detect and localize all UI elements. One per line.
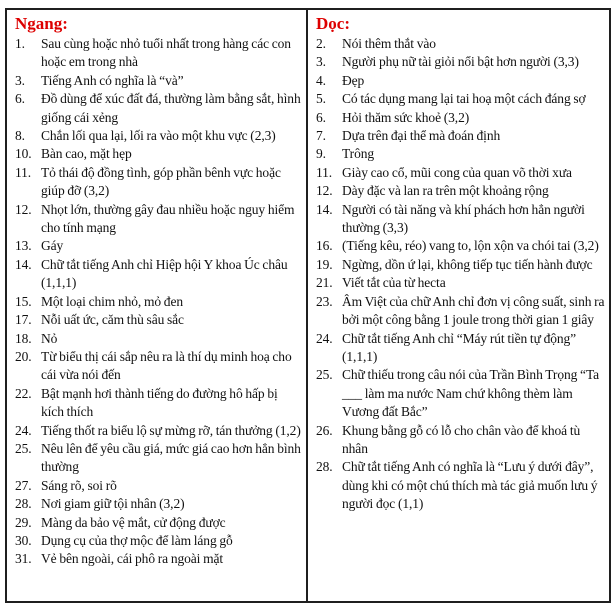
clue-text: Tiếng Anh có nghĩa là “và”	[41, 72, 184, 88]
clue-item	[15, 550, 302, 568]
clue-text: Nỗi uất ức, căm thù sâu sắc	[41, 312, 184, 328]
clue-number: 19.	[316, 256, 333, 272]
clue-number: 28.	[15, 496, 32, 512]
clue-item	[15, 90, 302, 127]
clue-number: 27.	[15, 477, 32, 493]
clue-number: 20.	[15, 348, 32, 364]
clue-number: 25.	[316, 367, 333, 383]
across-clues-list	[15, 35, 302, 569]
across-clues-column	[7, 10, 308, 601]
clue-number: 11.	[316, 164, 333, 180]
clue-item	[15, 440, 302, 477]
clue-item	[316, 366, 605, 421]
clue-text: Nói thêm thắt vào	[342, 36, 436, 51]
clue-text: Nỏ	[41, 330, 58, 346]
clue-number: 24.	[15, 422, 32, 438]
clue-number: 15.	[15, 293, 32, 309]
clue-number: 3.	[316, 54, 326, 70]
clue-item	[15, 164, 302, 201]
clue-text: Chữ thiếu trong câu nói của Trần Bình Trọng “Ta ___ làm ma nước Nam chứ không thèm làm Vương đất Bắc”	[342, 367, 600, 420]
clue-item	[15, 477, 302, 495]
clue-text: Vẻ bên ngoài, cái phô ra ngoài mặt	[41, 551, 224, 567]
clue-text: Có tác dụng mang lại tai hoạ một cách đáng sợ	[342, 91, 586, 107]
clue-text: Đồ dùng để xúc đất đá, thường làm bằng sắt, hình giống cái xẻng	[41, 91, 301, 125]
clue-item	[316, 274, 605, 292]
clue-number: 10.	[15, 146, 32, 162]
clue-item	[316, 127, 605, 145]
clue-text: Trông	[342, 146, 375, 162]
clue-number: 12.	[316, 183, 333, 199]
clue-text: Màng da bảo vệ mắt, cử động được	[41, 514, 226, 530]
clue-text: Chữ tắt tiếng Anh chỉ “Máy rút tiền tự động” (1,1,1)	[342, 330, 577, 364]
clue-item	[316, 109, 605, 127]
clue-text: Dày đặc và lan ra trên một khoảng rộng	[342, 183, 549, 199]
clue-text: Sáng rõ, soi rõ	[41, 477, 117, 493]
clue-item	[316, 35, 605, 53]
clue-number: 21.	[316, 275, 333, 291]
clue-item	[316, 182, 605, 200]
down-section-title: Dọc:	[316, 14, 350, 33]
clue-number: 7.	[316, 128, 326, 144]
clue-number: 3.	[15, 72, 25, 88]
clue-text: Sau cùng hoặc nhỏ tuổi nhất trong hàng các con hoặc em trong nhà	[41, 36, 291, 70]
crossword-clues-table	[5, 8, 611, 603]
clue-number: 24.	[316, 330, 333, 346]
clue-number: 5.	[316, 91, 326, 107]
clue-text: Tỏ thái độ đồng tình, góp phần bênh vực hoặc giúp đỡ (3,2)	[41, 164, 281, 199]
clue-item	[15, 422, 302, 440]
clue-number: 25.	[15, 440, 32, 456]
clue-item	[15, 127, 302, 145]
clue-item	[15, 256, 302, 293]
clue-text: Nơi giam giữ tội nhân (3,2)	[41, 496, 185, 512]
clue-text: Nhọt lớn, thường gây đau nhiều hoặc nguy hiểm cho tính mạng	[41, 201, 295, 236]
clue-item	[15, 201, 302, 238]
clue-text: Người có tài năng và khí phách hơn hẳn người thường (3,3)	[342, 201, 585, 236]
clue-number: 14.	[15, 256, 32, 272]
clue-number: 2.	[316, 36, 326, 51]
clue-item	[15, 145, 302, 163]
clue-text: Tiếng thốt ra biểu lộ sự mừng rỡ, tán thưởng (1,2)	[41, 422, 301, 438]
clue-text: Chắn lối qua lại, lối ra vào một khu vực (2,3)	[41, 128, 276, 144]
clue-number: 1.	[15, 36, 25, 51]
clue-item	[316, 90, 605, 108]
clue-text: Viết tắt của từ hecta	[342, 275, 446, 291]
clue-item	[15, 330, 302, 348]
clue-item	[316, 458, 605, 513]
clue-number: 28.	[316, 459, 333, 475]
clue-number: 14.	[316, 201, 333, 217]
clue-item	[15, 237, 302, 255]
down-clues-list	[316, 35, 605, 514]
clue-item	[15, 35, 302, 72]
clue-text: Bàn cao, mặt hẹp	[41, 146, 132, 162]
clue-number: 30.	[15, 532, 32, 548]
clue-item	[316, 293, 605, 330]
clue-text: Ngừng, dồn ứ lại, không tiếp tục tiến hành được	[342, 256, 593, 272]
clue-number: 6.	[15, 91, 25, 107]
clue-number: 9.	[316, 146, 326, 162]
clue-number: 18.	[15, 330, 32, 346]
clue-text: Người phụ nữ tài giỏi nổi bật hơn người (3,3)	[342, 54, 579, 70]
clue-number: 8.	[15, 128, 25, 144]
clue-number: 6.	[316, 109, 326, 125]
clue-number: 11.	[15, 164, 32, 180]
clue-number: 22.	[15, 385, 32, 401]
clue-number: 4.	[316, 72, 326, 88]
clue-number: 17.	[15, 312, 32, 328]
clue-text: Dụng cụ của thợ mộc để làm láng gỗ	[41, 532, 233, 548]
clue-item	[316, 201, 605, 238]
clue-text: Bật mạnh hơi thành tiếng do đường hô hấp bị kích thích	[41, 385, 278, 420]
clue-number: 23.	[316, 293, 333, 309]
clue-item	[316, 145, 605, 163]
clue-text: Âm Việt của chữ Anh chỉ đơn vị công suất, sinh ra bởi một công bằng 1 joule trong thời gian 1 giây	[342, 293, 605, 328]
clue-item	[15, 311, 302, 329]
clue-item	[316, 330, 605, 367]
clue-text: Dựa trên đại thể mà đoán định	[342, 128, 501, 144]
clue-text: Một loại chim nhỏ, mỏ đen	[41, 293, 183, 309]
clue-item	[316, 53, 605, 71]
clue-number: 16.	[316, 238, 333, 254]
clue-item	[15, 514, 302, 532]
clue-number: 13.	[15, 238, 32, 254]
across-section-title: Ngang:	[15, 14, 68, 33]
clue-text: (Tiếng kêu, réo) vang to, lộn xộn va chói tai (3,2)	[342, 238, 599, 254]
clue-item	[15, 72, 302, 90]
clue-text: Hỏi thăm sức khoẻ (3,2)	[342, 109, 470, 125]
clue-number: 26.	[316, 422, 333, 438]
clue-number: 31.	[15, 551, 32, 567]
clue-item	[316, 256, 605, 274]
clue-text: Đẹp	[342, 72, 365, 88]
clue-item	[316, 237, 605, 255]
clue-item	[15, 385, 302, 422]
clue-text: Giày cao cổ, mũi cong của quan võ thời xưa	[342, 164, 572, 180]
clue-item	[15, 495, 302, 513]
clue-text: Chữ tắt tiếng Anh có nghĩa là “Lưu ý dưới đây”, dùng khi có một chú thích mà tác giả muốn lưu ý người đọc (1,1)	[342, 459, 598, 512]
down-clues-column	[308, 10, 609, 601]
clue-item	[316, 164, 605, 182]
clue-item	[316, 72, 605, 90]
clue-text: Từ biểu thị cái sắp nêu ra là thí dụ minh hoạ cho cái vừa nói đến	[41, 348, 292, 383]
clue-item	[15, 532, 302, 550]
clue-item	[316, 422, 605, 459]
clue-number: 29.	[15, 514, 32, 530]
clue-number: 12.	[15, 201, 32, 217]
clue-text: Khung bằng gỗ có lỗ cho chân vào để khoá tù nhân	[342, 422, 581, 456]
clue-item	[15, 293, 302, 311]
clue-text: Nêu lên để yêu cầu giá, mức giá cao hơn hẳn bình thường	[41, 440, 301, 475]
clue-item	[15, 348, 302, 385]
clue-text: Gáy	[41, 238, 64, 254]
clue-text: Chữ tắt tiếng Anh chỉ Hiệp hội Y khoa Úc châu (1,1,1)	[41, 256, 288, 291]
